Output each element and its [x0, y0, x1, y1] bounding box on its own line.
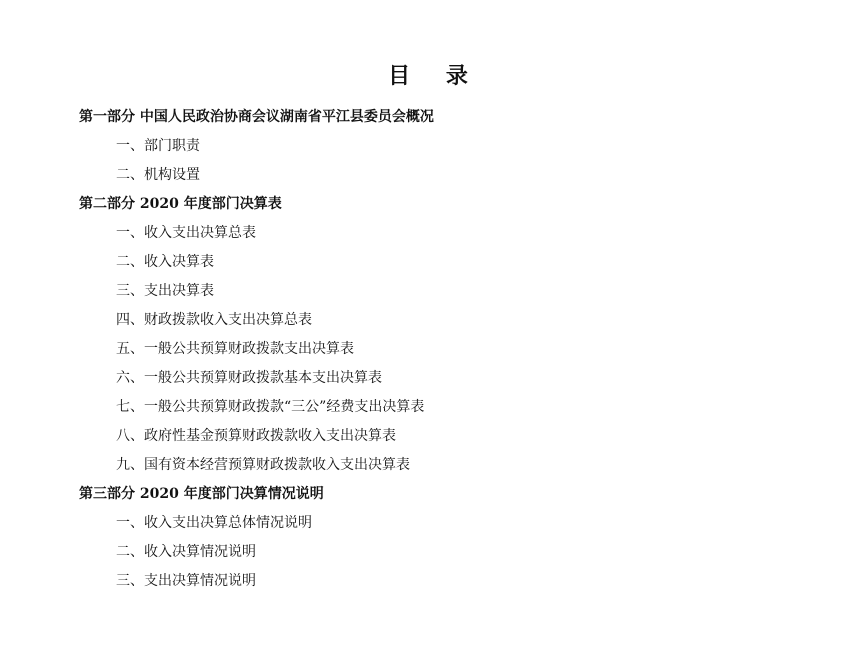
toc-item: 三、支出决算表	[116, 283, 214, 299]
toc-list	[79, 103, 434, 596]
toc-item: 五、一般公共预算财政拨款支出决算表	[116, 341, 354, 357]
toc-part-heading: 第一部分 中国人民政治协商会议湖南省平江县委员会概况	[79, 109, 434, 125]
toc-item: 二、收入决算表	[116, 254, 214, 270]
toc-item: 一、部门职责	[116, 138, 200, 154]
toc-item: 一、收入支出决算总体情况说明	[116, 515, 312, 531]
toc-item: 六、一般公共预算财政拨款基本支出决算表	[116, 370, 382, 386]
toc-item: 二、收入决算情况说明	[116, 544, 256, 560]
toc-item: 七、一般公共预算财政拨款“三公”经费支出决算表	[116, 399, 425, 415]
toc-item: 四、财政拨款收入支出决算总表	[116, 312, 312, 328]
toc-title: 目 录	[388, 63, 482, 89]
toc-item: 二、机构设置	[116, 167, 200, 183]
toc-part-heading: 第二部分 2020 年度部门决算表	[79, 196, 282, 212]
toc-item: 一、收入支出决算总表	[116, 225, 256, 241]
toc-item: 九、国有资本经营预算财政拨款收入支出决算表	[116, 457, 410, 473]
toc-item: 八、政府性基金预算财政拨款收入支出决算表	[116, 428, 396, 444]
toc-part-heading: 第三部分 2020 年度部门决算情况说明	[79, 486, 324, 502]
toc-item: 三、支出决算情况说明	[116, 573, 256, 589]
